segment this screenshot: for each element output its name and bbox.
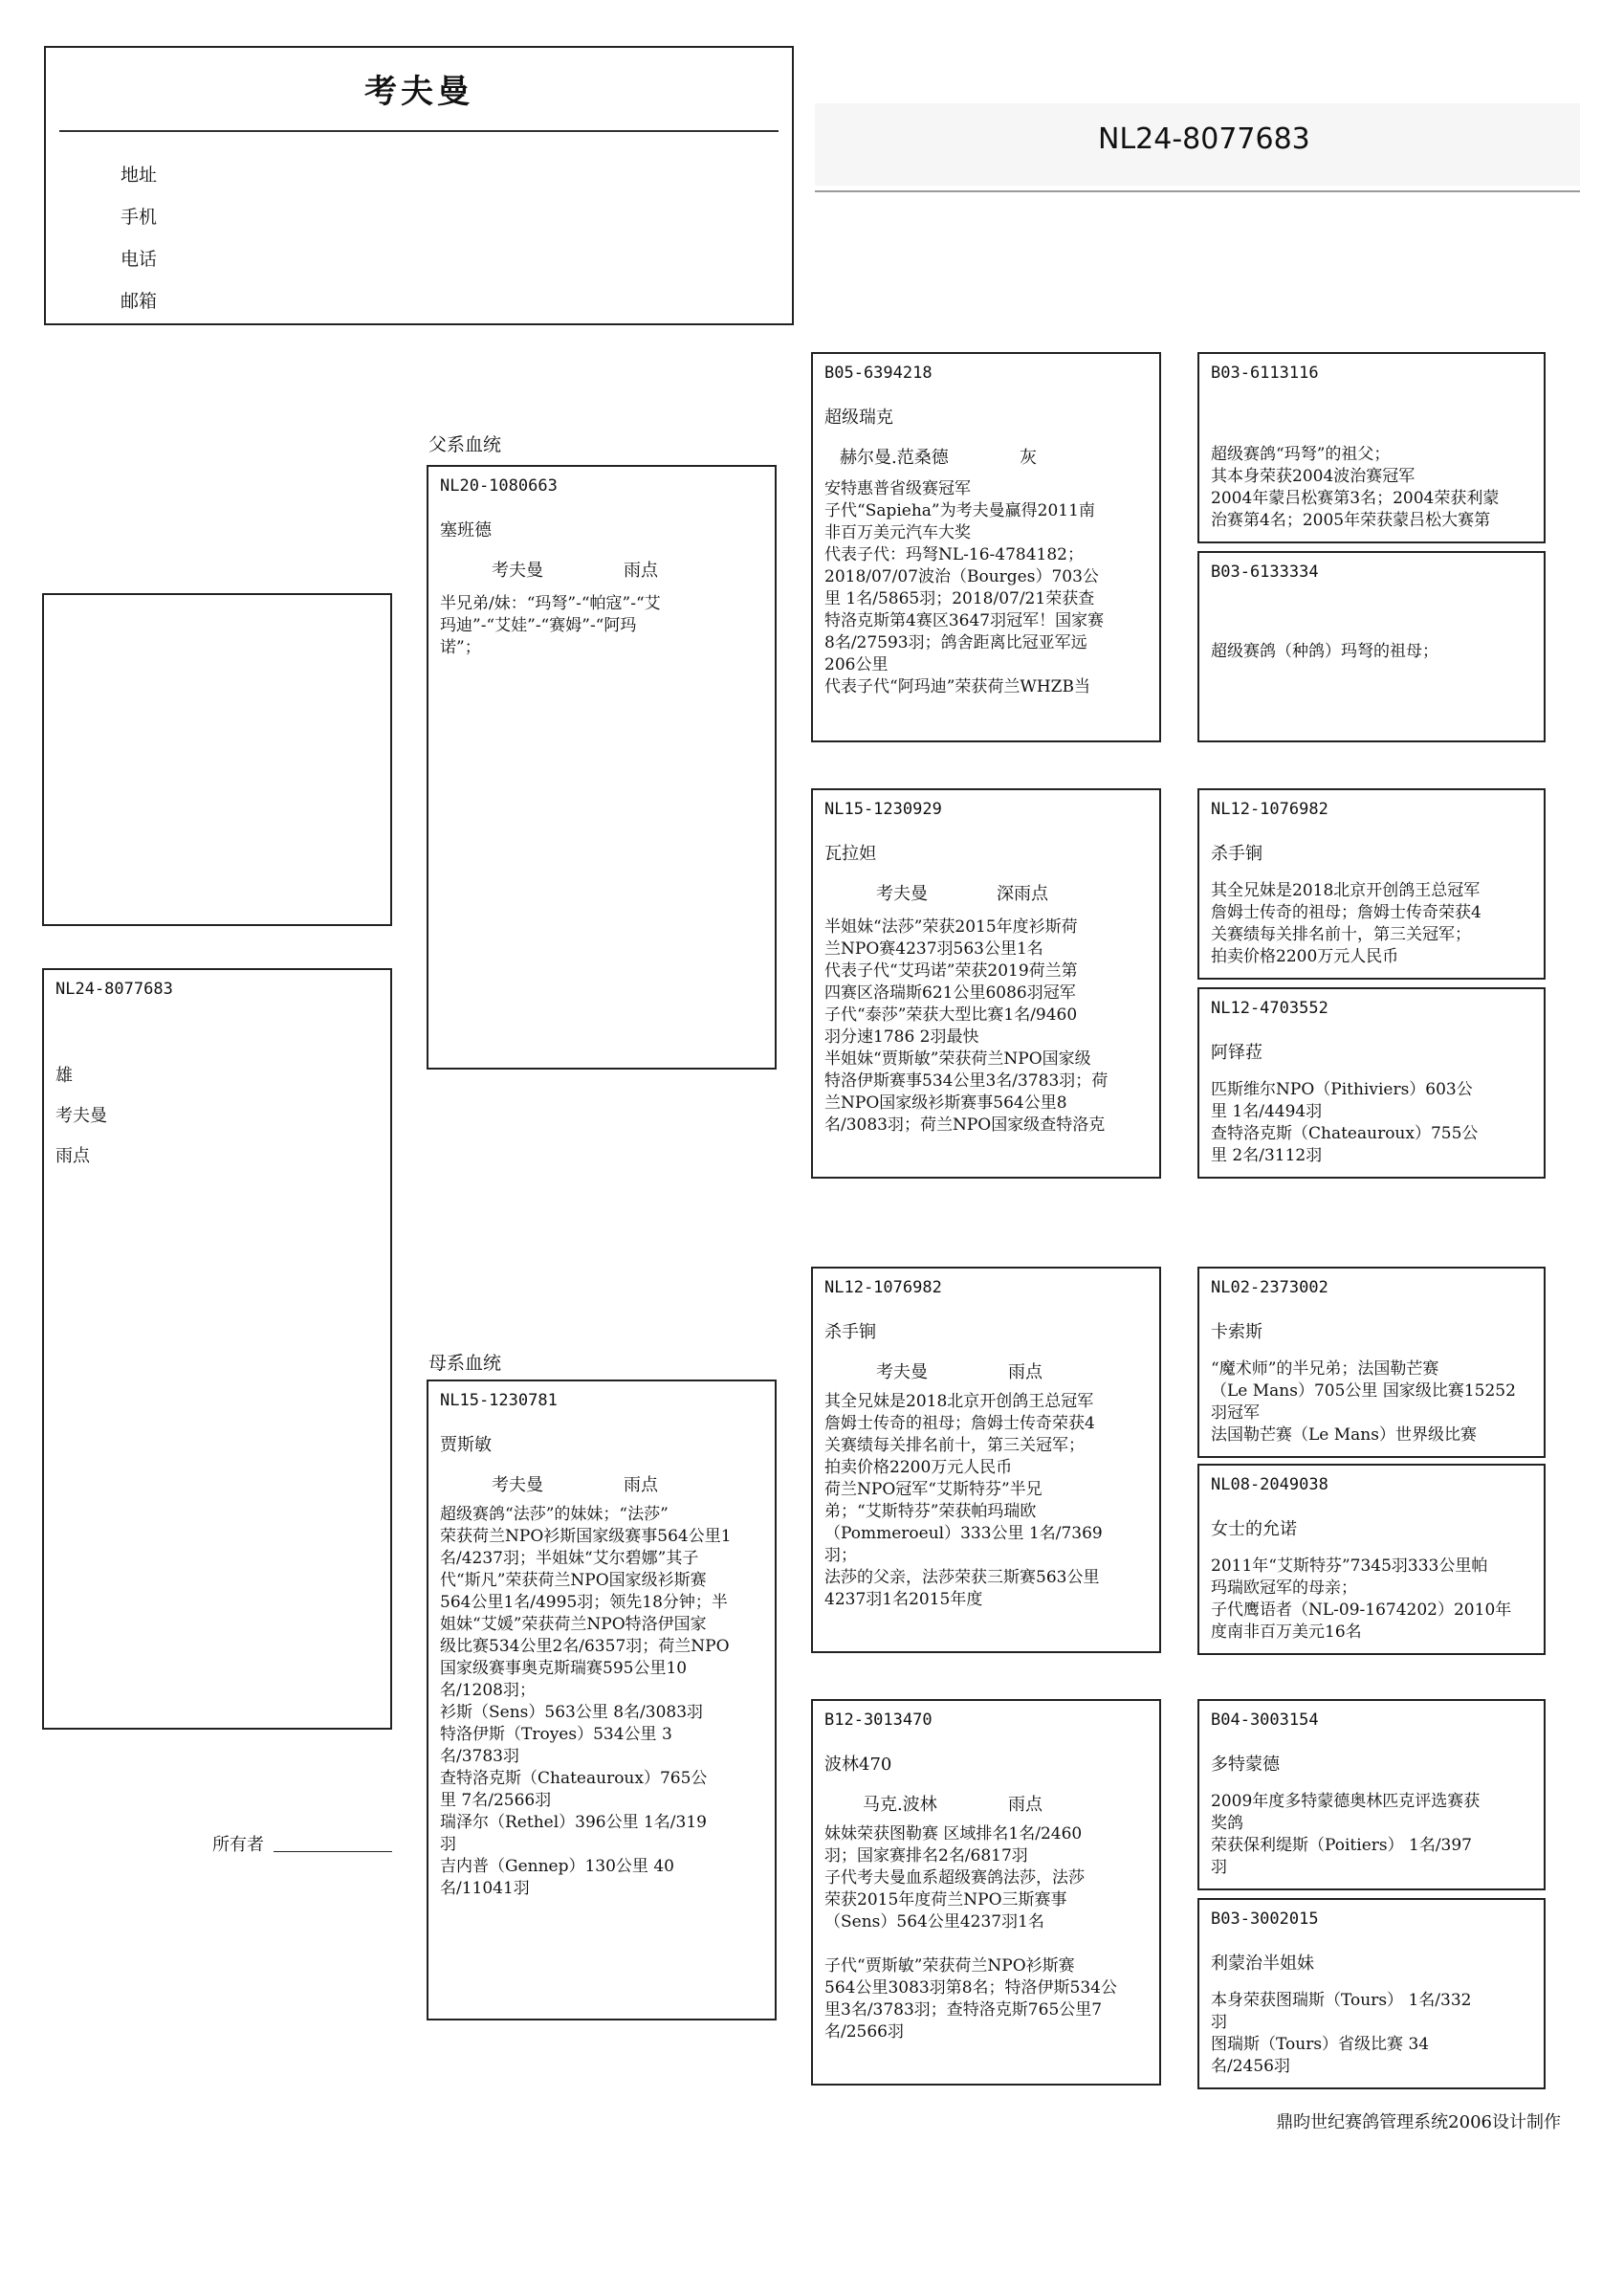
dds-note-line: 羽: [1211, 1858, 1227, 1877]
dds-note-line: 2009年度多特蒙德奥林匹克评选赛获: [1211, 1792, 1481, 1811]
sds-name: 杀手锏: [1211, 844, 1262, 864]
dsd-note-line: 2011年“艾斯特芬”7345羽333公里帕: [1211, 1556, 1488, 1576]
dss-card: [1197, 1267, 1546, 1458]
ssd-note-line: 超级赛鸽（种鸽）玛弩的祖母；: [1211, 642, 1438, 661]
pigeon-color: 雨点: [55, 1146, 90, 1166]
ddd-note-line: 图瑞斯（Tours）省级比赛 34: [1211, 2035, 1430, 2054]
dam-dam-notes: [824, 1823, 1152, 2043]
dam-note-line: 姐妹“艾媛”荣获荷兰NPO特洛伊国家: [440, 1615, 707, 1634]
dam-sire-note-line: 4237羽1名2015年度: [824, 1590, 983, 1609]
dam-dam-note-line: [824, 1933, 1152, 1955]
dam-sire-name: 杀手锏: [824, 1322, 876, 1342]
dam-sire-note-line: 关赛绩每关排名前十，第三关冠军；: [824, 1436, 1085, 1455]
sire-dam-note-line: 兰NPO国家级衫斯赛事564公里8: [824, 1093, 1067, 1113]
ddd-card: [1197, 1898, 1546, 2089]
dam-sire-note-line: 拍卖价格2200万元人民币: [824, 1458, 1013, 1477]
dsd-note-line: 玛瑞欧冠军的母亲；: [1211, 1578, 1357, 1598]
owner-email-label: 邮箱: [121, 291, 158, 312]
dam-dam-color: 雨点: [1008, 1795, 1042, 1815]
sdd-notes: [1211, 1079, 1536, 1167]
owner-signature-line: [274, 1851, 392, 1852]
sire-breeder: 考夫曼: [492, 561, 543, 581]
dam-dam-note-line: 子代考夫曼血系超级赛鸽法莎，法莎: [824, 1868, 1085, 1888]
dss-ring: NL02-2373002: [1211, 1278, 1328, 1297]
dam-ring: NL15-1230781: [440, 1391, 558, 1410]
dam-sire-note-line: 弟；“艾斯特芬”荣获帕玛瑞欧: [824, 1502, 1037, 1521]
sire-sire-card: [811, 352, 1161, 742]
dsd-name: 女士的允诺: [1211, 1519, 1297, 1539]
sdd-ring: NL12-4703552: [1211, 999, 1328, 1018]
sire-sire-note-line: 安特惠普省级赛冠军: [824, 479, 971, 498]
dds-notes: [1211, 1791, 1536, 1879]
sire-sire-note-line: 特洛克斯第4赛区3647羽冠军！国家赛: [824, 611, 1105, 630]
sire-sire-note-line: 206公里: [824, 655, 889, 674]
sire-dam-note-line: 半姐妹“贾斯敏”荣获荷兰NPO国家级: [824, 1049, 1091, 1069]
owner-box: [44, 46, 794, 325]
dam-sire-note-line: 法莎的父亲，法莎荣获三斯赛563公里: [824, 1568, 1100, 1587]
sire-dam-note-line: 四赛区洛瑞斯621公里6086羽冠军: [824, 983, 1076, 1003]
dam-dam-note-line: 564公里3083羽第8名；特洛伊斯534公: [824, 1978, 1117, 1998]
sire-sire-note-line: 2018/07/07波治（Bourges）703公: [824, 567, 1099, 586]
owner-phone-label: 电话: [121, 249, 158, 270]
sire-sire-note-line: 代表子代：玛弩NL-16-4784182；: [824, 545, 1084, 564]
photo-frame: [42, 593, 392, 926]
dam-sire-card: [811, 1267, 1161, 1653]
sire-sire-note-line: 里 1名/5865羽；2018/07/21荣获查: [824, 589, 1095, 608]
footer-credit: 鼎昀世纪赛鸽管理系统2006设计制作: [1276, 2112, 1561, 2132]
owner-name: 考夫曼: [364, 73, 473, 111]
ssd-card: [1197, 551, 1546, 742]
sire-dam-note-line: 羽分速1786 2羽最快: [824, 1027, 979, 1047]
sire-dam-name: 瓦拉妲: [824, 844, 876, 864]
ddd-ring: B03-3002015: [1211, 1910, 1319, 1929]
dam-dam-name: 波林470: [824, 1755, 892, 1775]
ddd-notes: [1211, 1990, 1536, 2078]
dam-card: [427, 1380, 777, 2020]
dam-sire-note-line: 詹姆士传奇的祖母；詹姆士传奇荣获4: [824, 1414, 1095, 1433]
dam-sire-note-line: 羽；: [824, 1546, 857, 1565]
dss-note-line: “魔术师”的半兄弟；法国勒芒赛: [1211, 1359, 1439, 1379]
sss-ring: B03-6113116: [1211, 364, 1319, 383]
sire-note-line: 玛迪”-“艾娃”-“赛姆”-“阿玛: [440, 616, 637, 635]
sire-color: 雨点: [624, 561, 658, 581]
sire-card: [427, 465, 777, 1070]
owner-divider: [59, 130, 779, 132]
sds-note-line: 拍卖价格2200万元人民币: [1211, 947, 1399, 966]
dam-breeder: 考夫曼: [492, 1475, 543, 1495]
sds-ring: NL12-1076982: [1211, 800, 1328, 819]
sire-dam-breeder: 考夫曼: [876, 884, 928, 904]
dam-note-line: 瑞泽尔（Rethel）396公里 1名/319: [440, 1813, 707, 1832]
dsd-notes: [1211, 1556, 1536, 1644]
sdd-note-line: 匹斯维尔NPO（Pithiviers）603公: [1211, 1080, 1473, 1099]
sire-dam-notes: [824, 916, 1152, 1137]
pigeon-card: [42, 968, 392, 1730]
sdd-note-line: 查特洛克斯（Chateauroux）755公: [1211, 1124, 1479, 1143]
dam-sire-ring: NL12-1076982: [824, 1278, 942, 1297]
dam-note-line: 名/4237羽；半姐妹“艾尔碧娜”其子: [440, 1549, 699, 1568]
dss-name: 卡索斯: [1211, 1322, 1262, 1342]
dam-note-line: 里 7名/2566羽: [440, 1791, 552, 1810]
dam-note-line: 查特洛克斯（Chateauroux）765公: [440, 1769, 708, 1788]
sire-note-line: 诺”；: [440, 638, 481, 657]
dam-notes: [440, 1504, 767, 1900]
sire-sire-note-line: 代表子代“阿玛迪”荣获荷兰WHZB当: [824, 677, 1090, 696]
dds-ring: B04-3003154: [1211, 1711, 1319, 1730]
dam-note-line: 名/11041羽: [440, 1879, 530, 1898]
dam-note-line: 名/1208羽；: [440, 1681, 536, 1700]
ssd-notes: [1211, 641, 1536, 663]
dam-sire-note-line: 荷兰NPO冠军“艾斯特芬”半兄: [824, 1480, 1042, 1499]
dsd-note-line: 子代鹰语者（NL-09-1674202）2010年: [1211, 1601, 1512, 1620]
dam-sire-breeder: 考夫曼: [876, 1362, 928, 1382]
sire-dam-note-line: 代表子代“艾玛诺”荣获2019荷兰第: [824, 961, 1078, 981]
dam-dam-card: [811, 1699, 1161, 2086]
sire-dam-color: 深雨点: [997, 884, 1048, 904]
sire-sire-breeder: 赫尔曼.范桑德: [840, 448, 949, 468]
dsd-ring: NL08-2049038: [1211, 1475, 1328, 1494]
sire-dam-note-line: 兰NPO赛4237羽563公里1名: [824, 939, 1043, 959]
dds-note-line: 奖鸽: [1211, 1814, 1243, 1833]
sire-dam-note-line: 子代“泰莎”荣获大型比赛1名/9460: [824, 1005, 1078, 1025]
sds-note-line: 詹姆士传奇的祖母；詹姆士传奇荣获4: [1211, 903, 1481, 922]
sds-notes: [1211, 880, 1536, 968]
dam-name: 贾斯敏: [440, 1435, 492, 1455]
sss-note-line: 其本身荣获2004波治赛冠军: [1211, 467, 1416, 486]
dam-sire-color: 雨点: [1008, 1362, 1042, 1382]
owner-mobile-label: 手机: [121, 207, 158, 228]
sdd-card: [1197, 987, 1546, 1179]
dam-note-line: 代“斯凡”荣获荷兰NPO国家级衫斯赛: [440, 1571, 707, 1590]
sdd-note-line: 里 1名/4494羽: [1211, 1102, 1323, 1121]
ddd-note-line: 名/2456羽: [1211, 2057, 1290, 2076]
owner-signature-label: 所有者: [212, 1835, 264, 1855]
dss-note-line: 法国勒芒赛（Le Mans）世界级比赛: [1211, 1425, 1477, 1445]
sire-dam-note-line: 名/3083羽；荷兰NPO国家级查特洛克: [824, 1115, 1106, 1135]
sire-sire-name: 超级瑞克: [824, 408, 893, 428]
ring-underline: [815, 190, 1580, 192]
sire-name: 塞班德: [440, 520, 492, 541]
dds-card: [1197, 1699, 1546, 1890]
pigeon-breeder: 考夫曼: [55, 1106, 107, 1126]
dss-note-line: 羽冠军: [1211, 1403, 1260, 1423]
dsd-note-line: 度南非百万美元16名: [1211, 1623, 1362, 1642]
dam-note-line: 超级赛鸽“法莎”的妹妹；“法莎”: [440, 1505, 669, 1524]
sire-sire-note-line: 8名/27593羽；鸽舍距离比冠亚军远: [824, 633, 1087, 652]
dam-sire-note-line: （Pommeroeul）333公里 1名/7369: [824, 1524, 1103, 1543]
sire-dam-ring: NL15-1230929: [824, 800, 942, 819]
dam-dam-breeder: 马克.波林: [863, 1795, 937, 1815]
dss-note-line: （Le Mans）705公里 国家级比赛15252: [1211, 1381, 1516, 1401]
owner-address-label: 地址: [121, 165, 158, 186]
dam-dam-note-line: 羽；国家赛排名2名/6817羽: [824, 1846, 1028, 1866]
dam-dam-note-line: 名/2566羽: [824, 2022, 904, 2042]
sire-sire-color: 灰: [1020, 448, 1037, 468]
pigeon-sex: 雄: [55, 1066, 73, 1086]
sds-note-line: 关赛绩每关排名前十，第三关冠军；: [1211, 925, 1471, 944]
sire-dam-note-line: 特洛伊斯赛事534公里3名/3783羽；荷: [824, 1071, 1108, 1091]
ddd-note-line: 羽: [1211, 2013, 1227, 2032]
dam-sire-note-line: 其全兄妹是2018北京开创鸽王总冠军: [824, 1392, 1094, 1411]
sire-sire-note-line: 子代“Sapieha”为考夫曼赢得2011南: [824, 501, 1095, 520]
dam-note-line: 级比赛534公里2名/6357羽；荷兰NPO: [440, 1637, 730, 1656]
sss-note-line: 治赛第4名；2005年荣获蒙吕松大赛第: [1211, 511, 1491, 530]
sire-section-label: 父系血统: [428, 434, 502, 455]
sss-note-line: 超级赛鸽“玛弩”的祖父；: [1211, 445, 1391, 464]
sire-sire-notes: [824, 478, 1152, 698]
dam-dam-note-line: 里3名/3783羽；查特洛克斯765公里7: [824, 2000, 1103, 2020]
sire-sire-note-line: 非百万美元汽车大奖: [824, 523, 971, 542]
dam-note-line: 衫斯（Sens）563公里 8名/3083羽: [440, 1703, 704, 1722]
ddd-name: 利蒙治半姐妹: [1211, 1954, 1314, 1974]
sire-notes: [440, 593, 767, 659]
dam-dam-note-line: （Sens）564公里4237羽1名: [824, 1912, 1044, 1932]
sire-dam-note-line: 半姐妹“法莎”荣获2015年度衫斯荷: [824, 917, 1078, 937]
dam-note-line: 564公里1名/4995羽；领先18分钟；半: [440, 1593, 728, 1612]
dam-color: 雨点: [624, 1475, 658, 1495]
dam-dam-note-line: 子代“贾斯敏”荣获荷兰NPO衫斯赛: [824, 1956, 1075, 1976]
pigeon-ring: NL24-8077683: [55, 980, 173, 999]
ddd-note-line: 本身荣获图瑞斯（Tours） 1名/332: [1211, 1991, 1472, 2010]
dam-note-line: 吉内普（Gennep）130公里 40: [440, 1857, 674, 1876]
dam-sire-notes: [824, 1391, 1152, 1611]
dsd-card: [1197, 1464, 1546, 1655]
dam-dam-ring: B12-3013470: [824, 1711, 933, 1730]
sdd-note-line: 里 2名/3112羽: [1211, 1146, 1323, 1165]
sss-notes: [1211, 444, 1536, 532]
ring-number-title: NL24-8077683: [1098, 122, 1310, 156]
sire-note-line: 半兄弟/妹：“玛弩”-“帕寇”-“艾: [440, 594, 661, 613]
dam-note-line: 名/3783羽: [440, 1747, 519, 1766]
sds-card: [1197, 788, 1546, 980]
sire-sire-ring: B05-6394218: [824, 364, 933, 383]
ssd-ring: B03-6133334: [1211, 563, 1319, 582]
dam-note-line: 特洛伊斯（Troyes）534公里 3: [440, 1725, 672, 1744]
dds-name: 多特蒙德: [1211, 1755, 1280, 1775]
sss-note-line: 2004年蒙吕松赛第3名；2004荣获利蒙: [1211, 489, 1500, 508]
dam-dam-note-line: 妹妹荣获图勒赛 区域排名1名/2460: [824, 1824, 1083, 1843]
dam-note-line: 荣获荷兰NPO衫斯国家级赛事564公里1: [440, 1527, 732, 1546]
sdd-name: 阿铎菈: [1211, 1043, 1262, 1063]
sire-ring: NL20-1080663: [440, 476, 558, 496]
dss-notes: [1211, 1358, 1536, 1446]
dam-dam-note-line: 荣获2015年度荷兰NPO三斯赛事: [824, 1890, 1067, 1910]
dds-note-line: 荣获保利缇斯（Poitiers） 1名/397: [1211, 1836, 1472, 1855]
sss-card: [1197, 352, 1546, 543]
sds-note-line: 其全兄妹是2018北京开创鸽王总冠军: [1211, 881, 1481, 900]
dam-note-line: 羽: [440, 1835, 456, 1854]
dam-note-line: 国家级赛事奥克斯瑞赛595公里10: [440, 1659, 688, 1678]
sire-dam-card: [811, 788, 1161, 1179]
dam-section-label: 母系血统: [428, 1353, 502, 1374]
